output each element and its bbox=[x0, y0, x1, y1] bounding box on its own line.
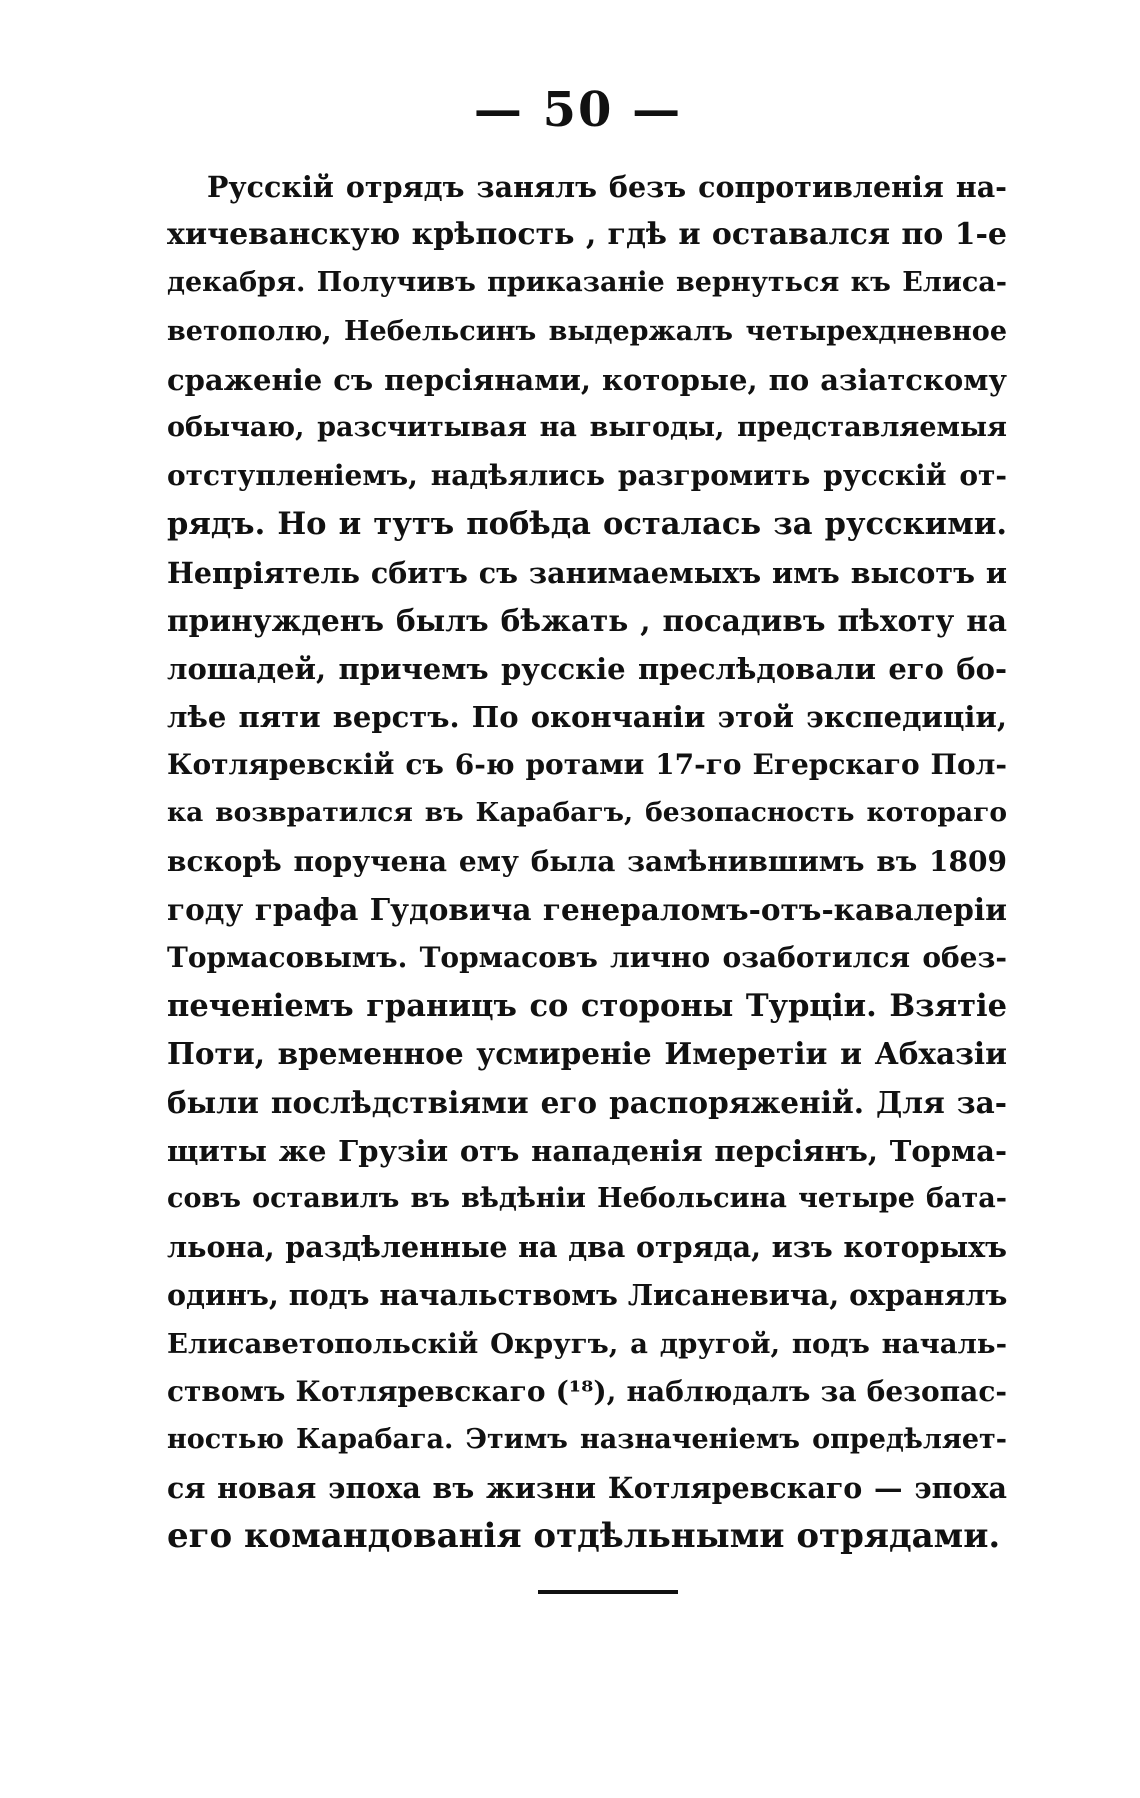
page-number: — 50 — bbox=[473, 82, 683, 138]
text-line: сраженіе съ персіянами, которые, по азіатскому bbox=[167, 362, 1007, 397]
text-line: ствомъ Котляревскаго (¹⁸), наблюдалъ за безопас- bbox=[167, 1374, 1007, 1408]
text-line: совъ оставилъ въ вѣдѣніи Небольсина четыре бата- bbox=[167, 1182, 1007, 1214]
text-line: щиты же Грузіи отъ нападенія персіянъ, Торма- bbox=[167, 1133, 1007, 1168]
text-line: Елисаветопольскій Округъ, а другой, подъ началь- bbox=[167, 1327, 1007, 1360]
text-line: ка возвратился въ Карабагъ, безопасность котораго bbox=[167, 797, 1007, 829]
body-text bbox=[167, 163, 1007, 1560]
text-line: льона, раздѣленные на два отряда, изъ которыхъ bbox=[167, 1230, 1007, 1265]
text-line: обычаю, разсчитывая на выгоды, представляемыя bbox=[167, 411, 1007, 443]
text-line: принужденъ былъ бѣжать , посадивъ пѣхоту на bbox=[167, 602, 1007, 638]
text-line: печеніемъ границъ со стороны Турціи. Взятіе bbox=[167, 988, 1007, 1025]
text-line: Русскій отрядъ занялъ безъ сопротивленія на- bbox=[207, 170, 1007, 204]
text-line: одинъ, подъ начальствомъ Лисаневича, охранялъ bbox=[167, 1278, 1008, 1313]
text-line: Поти, временное усмиреніе Имеретіи и Абхазіи bbox=[167, 1036, 1007, 1072]
text-line: году графа Гудовича генераломъ-отъ-кавалеріи bbox=[167, 891, 1007, 927]
text-line: лѣе пяти верстъ. По окончаніи этой экспедиціи, bbox=[167, 700, 1007, 735]
text-line: Тормасовымъ. Тормасовъ лично озаботился обез- bbox=[167, 941, 1007, 974]
text-line: вскорѣ поручена ему была замѣнившимъ въ 1809 bbox=[167, 844, 1007, 878]
text-line: Непріятель сбитъ съ занимаемыхъ имъ высотъ и bbox=[167, 555, 1007, 590]
text-line: были послѣдствіями его распоряженій. Для за- bbox=[167, 1084, 1007, 1120]
text-line: лошадей, причемъ русскіе преслѣдовали его бо- bbox=[167, 651, 1007, 686]
end-rule bbox=[538, 1590, 678, 1594]
text-line: ностью Карабага. Этимъ назначеніемъ опредѣляет- bbox=[167, 1423, 1007, 1455]
text-line: рядъ. Но и тутъ побѣда осталась за русскими. bbox=[167, 506, 1007, 543]
text-line: отступленіемъ, надѣялись разгромить русскій от- bbox=[167, 459, 1007, 493]
text-line: Котляревскій съ 6-ю ротами 17-го Егерскаго Пол- bbox=[167, 748, 1007, 782]
text-line: его командованія отдѣльными отрядами. bbox=[167, 1516, 1001, 1557]
text-line: ся новая эпоха въ жизни Котляревскаго — эпоха bbox=[167, 1471, 1007, 1506]
text-line: декабря. Получивъ приказаніе вернуться къ Елиса- bbox=[167, 267, 1007, 299]
text-line: хичеванскую крѣпость , гдѣ и оставался по 1-е bbox=[167, 217, 1007, 253]
text-line: ветополю, Небельсинъ выдержалъ четырехдневное bbox=[167, 315, 1007, 347]
